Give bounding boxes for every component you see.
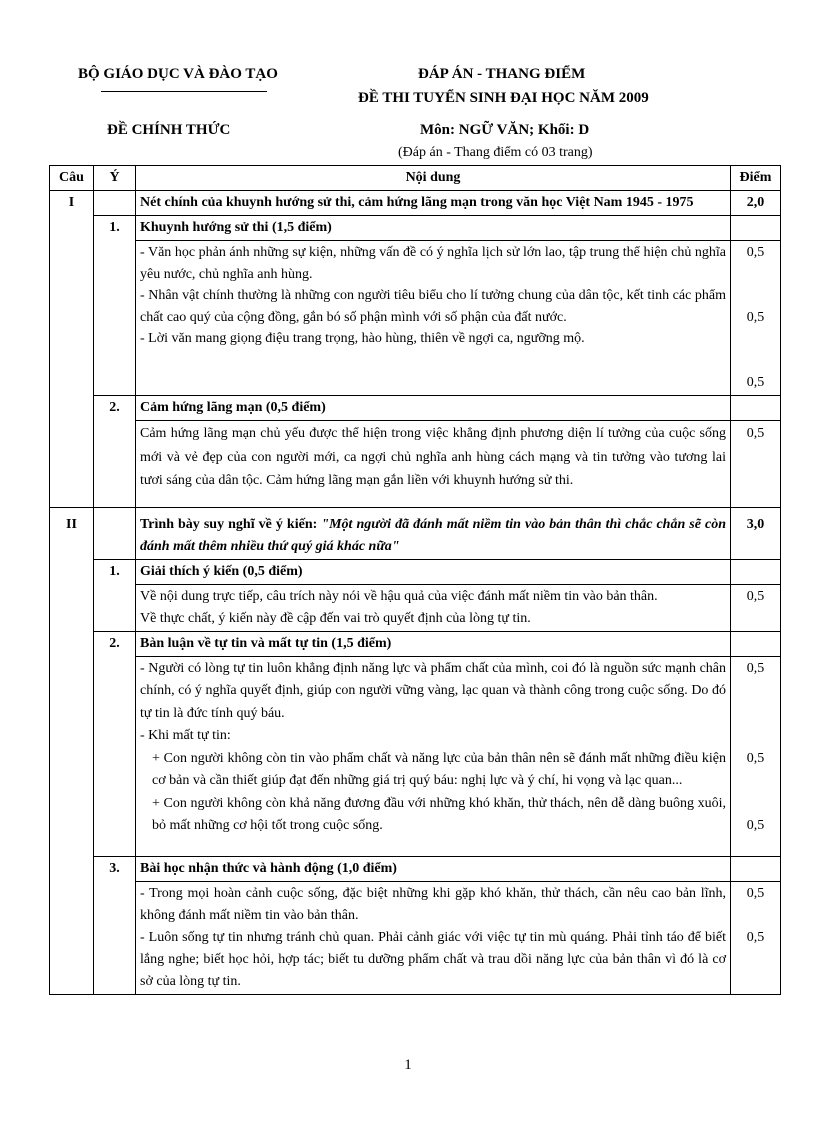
question-title-text: Trình bày suy nghĩ về ý kiến:	[140, 516, 322, 532]
answer-paragraph: - Trong mọi hoàn cảnh cuộc sống, đặc biệt những khi gặp khó khăn, thử thách, cần nêu cao bản lĩnh, không đánh mất niềm tin vào bản thân.	[140, 885, 726, 923]
ministry-underline	[101, 91, 267, 92]
section-number: 1.	[94, 559, 136, 584]
point-value: 0,5	[746, 885, 765, 901]
question-number: II	[50, 507, 94, 559]
point-value: 0,5	[746, 245, 765, 260]
empty-cell	[94, 421, 136, 508]
table-header-row	[50, 166, 781, 191]
empty-cell	[50, 216, 94, 241]
question-score: 2,0	[731, 191, 781, 216]
answer-table	[49, 165, 781, 995]
empty-cell	[94, 584, 136, 631]
answer-paragraph: - Nhân vật chính thường là những con người tiêu biểu cho lí tưởng chung của dân tộc, kết tinh các phẩm chất cao quý của cộng đồng, gắn bó số phận mình với số phận của đất nước.	[140, 288, 726, 325]
empty-cell	[50, 631, 94, 656]
answer-paragraph: - Người có lòng tự tin luôn khẳng định năng lực và phẩm chất của mình, coi đó là nguồn sức mạnh chân chính, có ý nghĩa quyết định, giúp con người vững vàng, lạc quan và thành công trong cuộc sống. Do đó tự tin là đức tính quý báu.	[140, 660, 726, 721]
answer-paragraph: - Luôn sống tự tin nhưng tránh chủ quan. Phải cảnh giác với việc tự tin mù quáng. Phải tỉnh táo để biết lắng nghe; biết học hỏi, hợp tác; biết tu dưỡng phẩm chất và trau dồi năng lực của bản thân vì đó là cơ sở của lòng tự tin.	[140, 929, 726, 989]
table-row	[50, 559, 781, 584]
empty-cell	[731, 396, 781, 421]
question-number: I	[50, 191, 94, 216]
table-row	[50, 421, 781, 508]
empty-cell	[94, 881, 136, 994]
page-count-note: (Đáp án - Thang điểm có 03 trang)	[398, 145, 593, 160]
table-row	[50, 396, 781, 421]
table-row	[50, 241, 781, 396]
empty-cell	[50, 881, 94, 994]
spacer	[735, 680, 776, 748]
empty-cell	[50, 656, 94, 856]
empty-cell	[50, 421, 94, 508]
empty-cell	[731, 856, 781, 881]
empty-cell	[94, 656, 136, 856]
point-value: 0,5	[746, 750, 765, 766]
table-row	[50, 656, 781, 856]
answer-paragraph: - Văn học phản ánh những sự kiện, những vấn đề có ý nghĩa lịch sử lớn lao, tập trung thể hiện chủ nghĩa yêu nước, chủ nghĩa anh hùng.	[140, 245, 726, 282]
spacer	[735, 329, 776, 372]
section-number: 3.	[94, 856, 136, 881]
empty-cell	[50, 241, 94, 396]
subject-line: Môn: NGỮ VĂN; Khối: D	[420, 122, 590, 138]
spacer	[735, 770, 776, 815]
empty-cell	[731, 216, 781, 241]
point-value: 0,5	[746, 310, 765, 325]
empty-cell	[94, 241, 136, 396]
section-title: Giải thích ý kiến (0,5 điểm)	[136, 559, 731, 584]
section-title: Cảm hứng lãng mạn (0,5 điểm)	[136, 396, 731, 421]
answer-paragraph: + Con người không còn tin vào phẩm chất và năng lực của bản thân nên sẽ đánh mất những điều kiện cơ bản và cần thiết giúp đạt đến những giá trị quý báu: nghị lực và ý chí, hi vọng và lạc quan...	[152, 750, 726, 788]
section-number: 2.	[94, 631, 136, 656]
ministry-name: BỘ GIÁO DỤC VÀ ĐÀO TẠO	[78, 66, 278, 82]
section-number: 1.	[94, 216, 136, 241]
empty-cell	[50, 559, 94, 584]
point-value: 0,5	[746, 660, 765, 676]
section-title: Bàn luận về tự tin và mất tự tin (1,5 điểm)	[136, 631, 731, 656]
header-noi-dung: Nội dung	[136, 166, 731, 191]
question-quote: "Một người đã đánh mất niềm tin vào bản thân thì chắc chắn sẽ còn đánh mất thêm nhiều thứ quý giá khác nữa"	[140, 516, 726, 554]
empty-cell	[50, 584, 94, 631]
answer-title: ĐÁP ÁN - THANG ĐIỂM	[418, 66, 586, 82]
official-label: ĐỀ CHÍNH THỨC	[107, 122, 231, 138]
table-row	[50, 216, 781, 241]
section-number: 2.	[94, 396, 136, 421]
spacer	[735, 264, 776, 307]
header-y: Ý	[94, 166, 136, 191]
empty-cell	[731, 631, 781, 656]
page-number: 1	[404, 1057, 412, 1073]
exam-title: ĐỀ THI TUYỂN SINH ĐẠI HỌC NĂM 2009	[358, 90, 649, 106]
question-title: Nét chính của khuynh hướng sử thi, cảm hứng lãng mạn trong văn học Việt Nam 1945 - 1975	[136, 191, 731, 216]
answer-paragraph: - Lời văn mang giọng điệu trang trọng, hào hùng, thiên về ngợi ca, ngưỡng mộ.	[140, 331, 585, 346]
question-score: 3,0	[731, 507, 781, 559]
point-value: 0,5	[731, 584, 781, 631]
header-diem: Điểm	[731, 166, 781, 191]
empty-cell	[94, 191, 136, 216]
table-row	[50, 191, 781, 216]
empty-cell	[731, 559, 781, 584]
empty-cell	[94, 507, 136, 559]
answer-paragraph: - Khi mất tự tin:	[140, 728, 231, 743]
point-value: 0,5	[731, 421, 781, 508]
table-row	[50, 584, 781, 631]
table-row	[50, 507, 781, 559]
empty-cell	[50, 396, 94, 421]
table-row	[50, 631, 781, 656]
answer-paragraph: + Con người không còn khả năng đương đầu với những khó khăn, thử thách, nên dễ dàng buông xuôi, bỏ mất những cơ hội tốt trong cuộc sống.	[152, 795, 726, 833]
answer-paragraph: Về nội dung trực tiếp, câu trích này nói về hậu quả của việc đánh mất niềm tin vào bản thân.	[140, 588, 658, 604]
empty-cell	[50, 856, 94, 881]
answer-paragraph: Cảm hứng lãng mạn chủ yếu được thể hiện trong việc khẳng định phương diện lí tưởng của cuộc sống mới và vẻ đẹp của con người mới, ca ngợi chủ nghĩa anh hùng cách mạng và tin tưởng vào tương lai tươi sáng của dân tộc. Cảm hứng lãng mạn gắn liền với khuynh hướng sử thi.	[140, 426, 726, 488]
section-title: Khuynh hướng sử thi (1,5 điểm)	[136, 216, 731, 241]
header-cau: Câu	[50, 166, 94, 191]
section-title: Bài học nhận thức và hành động (1,0 điểm)	[136, 856, 731, 881]
point-value: 0,5	[746, 929, 765, 945]
question-title	[136, 507, 731, 559]
point-value: 0,5	[746, 818, 765, 833]
table-row	[50, 856, 781, 881]
point-value: 0,5	[746, 375, 765, 390]
answer-paragraph: Về thực chất, ý kiến này đề cập đến vai trò quyết định của lòng tự tin.	[140, 610, 531, 626]
table-row	[50, 881, 781, 994]
spacer	[735, 905, 776, 927]
